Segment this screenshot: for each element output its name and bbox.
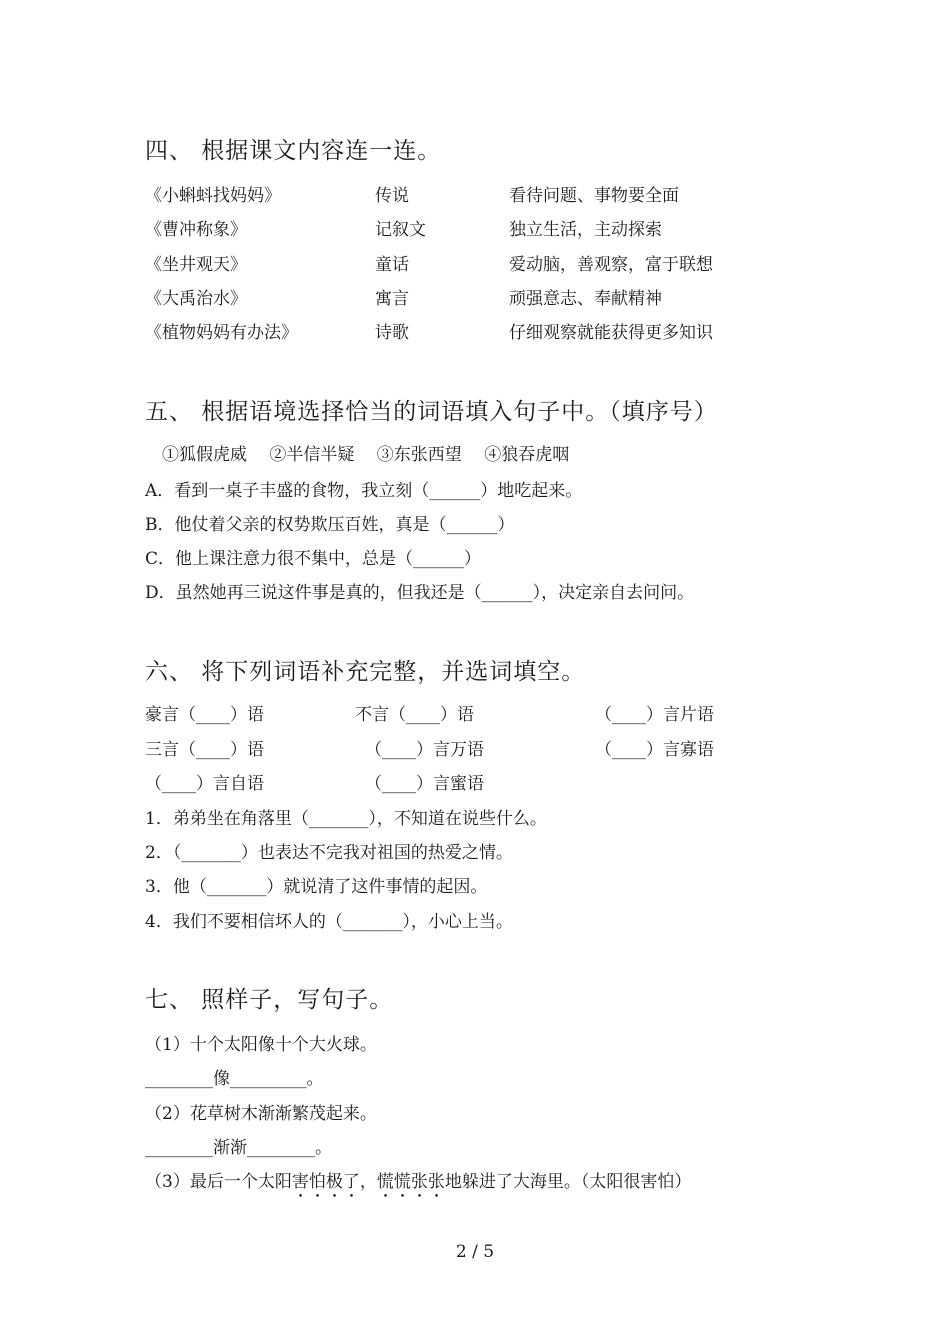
s4-title-4: 《大禹治水》 [145, 289, 247, 309]
section-7-title: 七、 照样子，写句子。 [145, 987, 394, 1013]
s6-item-4: 4．我们不要相信坏人的（_______），小心上当。 [145, 912, 513, 932]
s6-idiom-6: （____）言寡语 [595, 740, 714, 760]
s4-lesson-3: 爱动脑，善观察，富于联想 [509, 255, 713, 275]
s4-lesson-1: 看待问题、事物要全面 [509, 186, 679, 206]
section-4-title: 四、 根据课文内容连一连。 [145, 138, 442, 164]
s4-genre-2: 记叙文 [375, 220, 426, 240]
s5-options: ①狐假虎威 ②半信半疑 ③东张西望 ④狼吞虎咽 [162, 445, 570, 465]
s6-idiom-4: 三言（____）语 [145, 740, 264, 760]
s4-title-1: 《小蝌蚪找妈妈》 [145, 186, 281, 206]
s7-q3-dotted-2: 慌慌张张 [376, 1172, 445, 1192]
s6-idiom-1: 豪言（____）语 [145, 705, 264, 725]
s7-q3-dotted-1: 害怕极了 [291, 1172, 360, 1192]
s4-title-2: 《曹冲称象》 [145, 220, 247, 240]
s4-title-5: 《植物妈妈有办法》 [145, 323, 298, 343]
s7-answer-2: ________渐渐________。 [145, 1138, 332, 1158]
s7-example-1: （1）十个太阳像十个大火球。 [145, 1035, 377, 1055]
s7-example-2: （2）花草树木渐渐繁茂起来。 [145, 1104, 377, 1124]
s6-item-1: 1．弟弟坐在角落里（_______），不知道在说些什么。 [145, 809, 547, 829]
page-number: 2 / 5 [455, 1242, 495, 1262]
s4-genre-1: 传说 [375, 186, 409, 206]
s4-genre-4: 寓言 [375, 289, 409, 309]
s6-idiom-3: （____）言片语 [595, 705, 714, 725]
section-6-title: 六、 将下列词语补充完整，并选词填空。 [145, 659, 586, 685]
s6-idiom-8: （____）言蜜语 [365, 774, 484, 794]
s6-idiom-7: （____）言自语 [145, 774, 264, 794]
s5-item-b: B．他仗着父亲的权势欺压百姓，真是（______） [145, 515, 515, 535]
s7-q3-pre: （3）最后一个太阳 [145, 1172, 292, 1192]
section-5-title: 五、 根据语境选择恰当的词语填入句子中。（填序号） [145, 399, 718, 425]
s7-q3-mid: ， [359, 1172, 377, 1192]
s4-genre-5: 诗歌 [375, 323, 409, 343]
s5-item-d: D．虽然她再三说这件事是真的，但我还是（______），决定亲自去问问。 [145, 583, 695, 603]
s4-lesson-2: 独立生活，主动探索 [509, 220, 662, 240]
s6-item-3: 3．他（_______）就说清了这件事情的起因。 [145, 877, 488, 897]
s5-item-a: A．看到一桌子丰盛的食物，我立刻（______）地吃起来。 [145, 481, 583, 501]
s4-lesson-5: 仔细观察就能获得更多知识 [509, 323, 713, 343]
s7-answer-1: ________像_________。 [145, 1069, 324, 1089]
s6-idiom-5: （____）言万语 [365, 740, 484, 760]
s7-q3-post: 地躲进了大海里。（太阳很害怕） [444, 1172, 692, 1192]
s6-item-2: 2．（_______）也表达不完我对祖国的热爱之情。 [145, 843, 513, 863]
s4-genre-3: 童话 [375, 255, 409, 275]
s7-example-3 [145, 1171, 691, 1202]
s4-lesson-4: 顽强意志、奉献精神 [509, 289, 662, 309]
s5-item-c: C．他上课注意力很不集中，总是（______） [145, 549, 482, 569]
s4-title-3: 《坐井观天》 [145, 255, 247, 275]
s6-idiom-2: 不言（____）语 [355, 705, 474, 725]
